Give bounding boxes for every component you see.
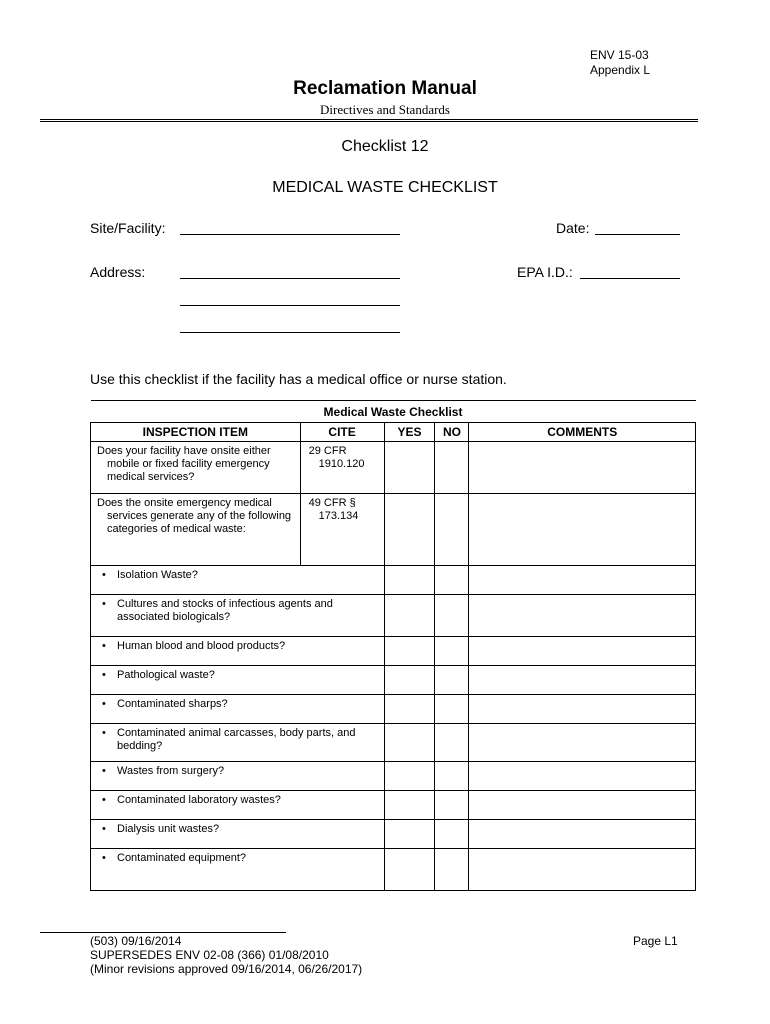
table-row [91,791,696,820]
cite-text: 29 CFR 1910.120 [308,445,365,470]
bullet-item-text: • Contaminated equipment? [97,852,378,865]
table-header-row [91,423,696,442]
comments-cell[interactable] [469,849,696,891]
epa-id-field[interactable] [580,278,680,279]
no-cell[interactable] [435,666,469,695]
table-row [91,595,696,637]
address-field-line-1[interactable] [180,278,400,279]
no-cell[interactable] [435,820,469,849]
address-label: Address: [90,264,146,280]
bullet-item-text: • Cultures and stocks of infectious agents and associated biologicals? [97,598,378,624]
table-row [91,637,696,666]
yes-cell[interactable] [384,666,435,695]
no-cell[interactable] [435,849,469,891]
bullet-item-text: • Contaminated animal carcasses, body parts, and bedding? [97,727,378,753]
no-cell[interactable] [435,494,469,566]
no-cell[interactable] [435,724,469,762]
comments-cell[interactable] [469,442,696,494]
footer-block [90,934,362,976]
table-row [91,494,696,566]
no-cell[interactable] [435,566,469,595]
column-header-comments: COMMENTS [469,423,696,442]
yes-cell[interactable] [384,695,435,724]
column-header-inspection-item: INSPECTION ITEM [91,423,301,442]
yes-cell[interactable] [384,724,435,762]
footer-divider [40,932,286,933]
intro-text: Use this checklist if the facility has a medical office or nurse station. [90,371,507,387]
bullet-item-text: • Pathological waste? [97,669,378,682]
table-row [91,762,696,791]
bullet-item-text: • Contaminated laboratory wastes? [97,794,378,807]
medical-waste-checklist-table [90,400,696,891]
no-cell[interactable] [435,695,469,724]
no-cell[interactable] [435,595,469,637]
comments-cell[interactable] [469,494,696,566]
yes-cell[interactable] [384,762,435,791]
no-cell[interactable] [435,442,469,494]
site-facility-label: Site/Facility: [90,220,166,236]
bullet-item-text: • Dialysis unit wastes? [97,823,378,836]
no-cell[interactable] [435,637,469,666]
inspection-item-text: Does your facility have onsite either mobile or fixed facility emergency medical services? [97,445,271,483]
column-header-no: NO [435,423,469,442]
comments-cell[interactable] [469,695,696,724]
no-cell[interactable] [435,762,469,791]
bullet-item-text: • Wastes from surgery? [97,765,378,778]
site-facility-field[interactable] [180,234,400,235]
footer-supersedes-line: SUPERSEDES ENV 02-08 (366) 01/08/2010 [90,948,329,962]
comments-cell[interactable] [469,791,696,820]
manual-title: Reclamation Manual [293,78,477,99]
table-row [91,820,696,849]
table-row [91,666,696,695]
epa-id-label: EPA I.D.: [517,264,573,280]
table-row [91,442,696,494]
header-divider-secondary [40,121,698,122]
address-field-line-2[interactable] [180,305,400,306]
table-row [91,724,696,762]
table-caption: Medical Waste Checklist [91,401,696,423]
comments-cell[interactable] [469,724,696,762]
appendix-label: Appendix L [590,63,651,77]
bullet-item-text: • Contaminated sharps? [97,698,378,711]
table-row [91,849,696,891]
date-label: Date: [556,220,590,236]
no-cell[interactable] [435,791,469,820]
yes-cell[interactable] [384,637,435,666]
comments-cell[interactable] [469,595,696,637]
bullet-item-text: • Human blood and blood products? [97,640,378,653]
column-header-yes: YES [384,423,435,442]
table-row [91,695,696,724]
comments-cell[interactable] [469,666,696,695]
document-number: ENV 15-03 [590,48,649,62]
yes-cell[interactable] [384,820,435,849]
address-field-line-3[interactable] [180,332,400,333]
document-id-block [590,48,650,78]
bullet-item-text: • Isolation Waste? [97,569,378,582]
checklist-number: Checklist 12 [341,138,429,155]
yes-cell[interactable] [384,595,435,637]
yes-cell[interactable] [384,442,435,494]
comments-cell[interactable] [469,637,696,666]
yes-cell[interactable] [384,566,435,595]
comments-cell[interactable] [469,820,696,849]
comments-cell[interactable] [469,762,696,791]
date-field[interactable] [595,234,680,235]
table-row [91,566,696,595]
manual-subtitle: Directives and Standards [320,102,450,117]
cite-text: 49 CFR § 173.134 [308,497,359,522]
checklist-title: MEDICAL WASTE CHECKLIST [272,179,498,196]
yes-cell[interactable] [384,849,435,891]
footer-date-line: (503) 09/16/2014 [90,934,182,948]
inspection-item-text: Does the onsite emergency medical services generate any of the following categories of medical waste: [97,497,292,535]
yes-cell[interactable] [384,494,435,566]
footer-revisions-line: (Minor revisions approved 09/16/2014, 06/26/2017) [90,962,363,976]
yes-cell[interactable] [384,791,435,820]
comments-cell[interactable] [469,566,696,595]
column-header-cite: CITE [300,423,384,442]
header-divider [40,119,698,120]
page-number: Page L1 [633,934,678,948]
